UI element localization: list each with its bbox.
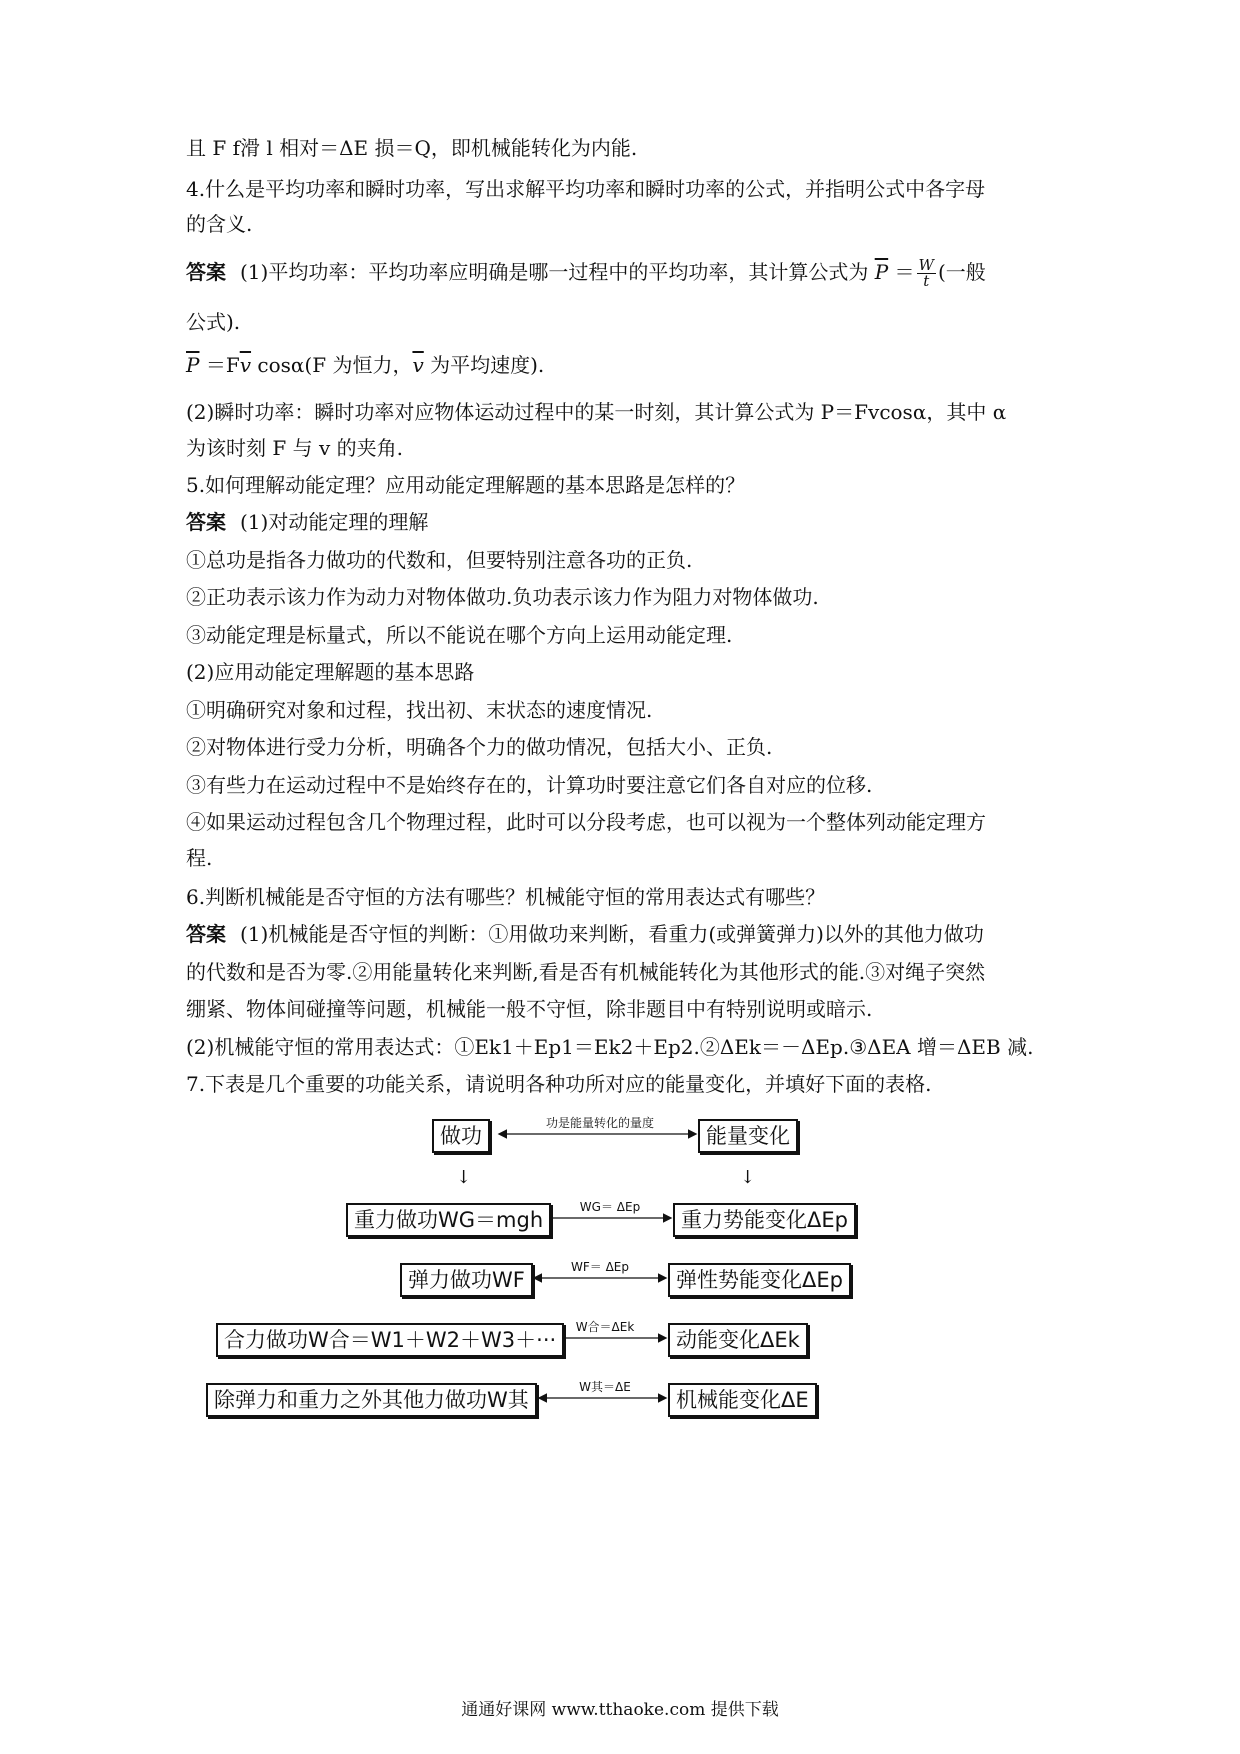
- box-energy-change: 能量变化: [698, 1119, 798, 1153]
- label-net: W合＝ΔEk: [575, 1320, 635, 1334]
- text-line: 的含义.: [186, 212, 253, 236]
- text-line: 公式).: [186, 310, 241, 334]
- text-line: (2)应用动能定理解题的基本思路: [186, 660, 475, 684]
- box-elastic-work: 弹力做功WF: [400, 1263, 533, 1297]
- box-ke-change: 动能变化ΔEk: [668, 1323, 808, 1357]
- formula-line: $\overline{P} =F\overline{v}$ cosα(F 为恒力，$\overline{v}$ 为平均速度).: [186, 353, 545, 377]
- box-gravity-work: 重力做功WG＝mgh: [346, 1203, 551, 1237]
- label-elastic: WF＝ ΔEp: [571, 1260, 629, 1274]
- text-line: (2)瞬时功率：瞬时功率对应物体运动过程中的某一时刻，其计算公式为 P＝Fvcosα，其中 α: [186, 400, 1007, 424]
- label-gravity: WG＝ ΔEp: [579, 1200, 641, 1214]
- answer-6-line1: 答案 (1)机械能是否守恒的判断：①用做功来判断，看重力(或弹簧弹力)以外的其他力做功: [186, 922, 984, 946]
- text-line: 为该时刻 F 与 v 的夹角.: [186, 436, 403, 460]
- answer-5-line1: 答案 (1)对动能定理的理解: [186, 510, 429, 534]
- text-line: ①总功是指各力做功的代数和，但要特别注意各功的正负.: [186, 548, 693, 572]
- answer-label: 答案: [186, 260, 226, 284]
- box-mechanical-energy-change: 机械能变化ΔE: [668, 1383, 817, 1417]
- text-line: 的代数和是否为零.②用能量转化来判断,看是否有机械能转化为其他形式的能.③对绳子突然: [186, 960, 986, 984]
- text-line: ②对物体进行受力分析，明确各个力的做功情况，包括大小、正负.: [186, 735, 773, 759]
- text-line: (2)机械能守恒的常用表达式：①Ek1＋Ep1＝Ek2＋Ep2.②ΔEk＝－ΔEp.③ΔEA 增＝ΔEB 减.: [186, 1035, 1034, 1059]
- question-5: 5.如何理解动能定理？应用动能定理解题的基本思路是怎样的？: [186, 473, 746, 497]
- question-4: 4.什么是平均功率和瞬时功率，写出求解平均功率和瞬时功率的公式，并指明公式中各字母: [186, 177, 986, 201]
- question-6: 6.判断机械能是否守恒的方法有哪些？机械能守恒的常用表达式有哪些？: [186, 885, 826, 909]
- down-arrow-right: ↓: [740, 1167, 756, 1188]
- box-work: 做功: [432, 1119, 490, 1153]
- text-line: 绷紧、物体间碰撞等问题，机械能一般不守恒，除非题目中有特别说明或暗示.: [186, 997, 873, 1021]
- box-elastic-pe-change: 弹性势能变化ΔEp: [668, 1263, 851, 1297]
- text-line: ②正功表示该力作为动力对物体做功.负功表示该力作为阻力对物体做功.: [186, 585, 819, 609]
- label-work-energy-measure: 功是能量转化的量度: [545, 1116, 654, 1130]
- box-other-work: 除弹力和重力之外其他力做功W其: [206, 1383, 537, 1417]
- down-arrow-left: ↓: [456, 1167, 472, 1188]
- p-bar-symbol: $\overline{P}$: [874, 260, 889, 284]
- answer-4-line1: 答案 (1)平均功率：平均功率应明确是哪一过程中的平均功率，其计算公式为 $\overline{P}$ ＝ $\frac{W}{t}$ (一般: [186, 256, 986, 290]
- fraction-w-t: $\frac{W}{t}$: [918, 256, 934, 290]
- box-gravity-pe-change: 重力势能变化ΔEp: [673, 1203, 856, 1237]
- footer-source: 通通好课网 www.tthaoke.com 提供下载: [461, 1700, 779, 1720]
- question-7: 7.下表是几个重要的功能关系，请说明各种功所对应的能量变化，并填好下面的表格.: [186, 1072, 932, 1096]
- label-other: W其＝ΔE: [579, 1380, 631, 1394]
- box-net-work: 合力做功W合＝W1＋W2＋W3＋···: [216, 1323, 564, 1357]
- text-line: ①明确研究对象和过程，找出初、末状态的速度情况.: [186, 698, 653, 722]
- text-line: ③动能定理是标量式，所以不能说在哪个方向上运用动能定理.: [186, 623, 733, 647]
- text-line: 程.: [186, 846, 213, 870]
- text-line: ④如果运动过程包含几个物理过程，此时可以分段考虑，也可以视为一个整体列动能定理方: [186, 810, 986, 834]
- text-line: 且 F f滑 l 相对＝ΔE 损＝Q，即机械能转化为内能.: [186, 136, 638, 160]
- text-line: ③有些力在运动过程中不是始终存在的，计算功时要注意它们各自对应的位移.: [186, 773, 873, 797]
